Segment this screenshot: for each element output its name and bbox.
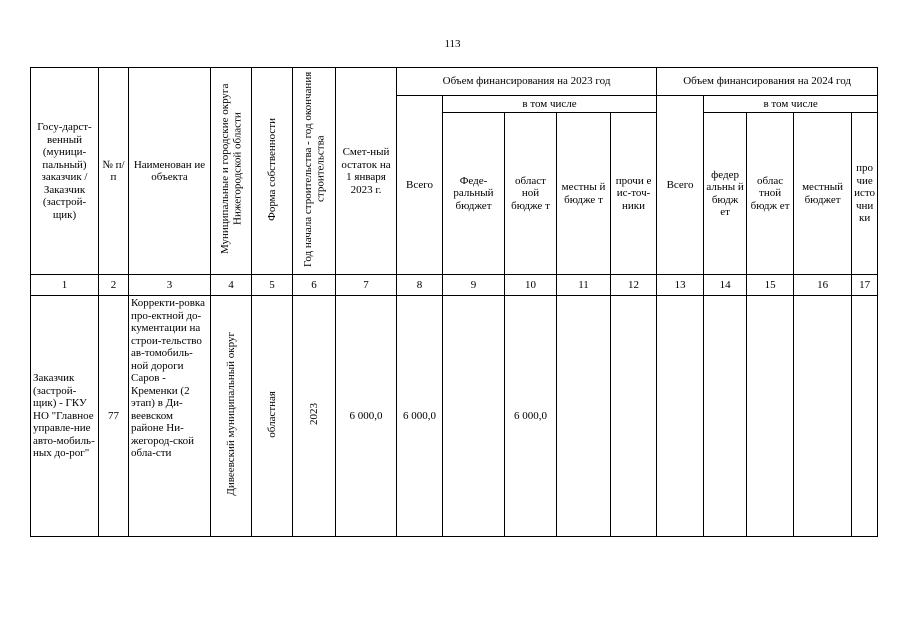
cell-customer: Заказчик (застрой-щик) - ГКУ НО "Главное управле-ние авто-мобиль-ных до-рог"	[31, 296, 99, 537]
header-municipality-text: Муниципальные и городские округа Нижегородской области	[218, 84, 243, 255]
header-regional-2023: област ной бюдже т	[505, 113, 557, 275]
header-including-2024: в том числе	[704, 96, 878, 113]
cell-federal-2024	[704, 296, 747, 537]
column-number: 11	[557, 275, 611, 296]
header-federal-2024: федер альны й бюдж ет	[704, 113, 747, 275]
header-other-2023: прочи е ис-точ-ники	[611, 113, 657, 275]
page-number: 113	[444, 38, 461, 50]
header-customer: Госу-дарст-венный (муници-пальный) заказчик / Заказчик (застрой-щик)	[31, 68, 99, 275]
cell-ownership-text: областная	[265, 390, 278, 438]
cell-local-2024	[794, 296, 852, 537]
cell-years-text: 2023	[307, 403, 320, 426]
column-number: 17	[852, 275, 878, 296]
column-number: 4	[211, 275, 252, 296]
cell-object-name: Корректи-ровка про-ектной до-кументации на строи-тельство ав-томобиль-ной дороги Саров - Кременки (2 этап) в Ди-веевском районе Ни-жегород-ской обла-сти	[129, 296, 211, 537]
column-number: 10	[505, 275, 557, 296]
column-number: 5	[252, 275, 293, 296]
header-total-2024: Всего	[657, 96, 704, 275]
cell-number: 77	[99, 296, 129, 537]
header-remainder: Смет-ный остаток на 1 января 2023 г.	[336, 68, 397, 275]
column-number: 9	[443, 275, 505, 296]
column-number: 14	[704, 275, 747, 296]
column-number: 15	[747, 275, 794, 296]
financing-table	[30, 67, 878, 537]
header-local-2024: местный бюджет	[794, 113, 852, 275]
cell-municipality	[211, 296, 252, 537]
column-number: 3	[129, 275, 211, 296]
column-number-row	[31, 275, 878, 296]
cell-regional-2024	[747, 296, 794, 537]
cell-years	[293, 296, 336, 537]
header-local-2023: местны й бюдже т	[557, 113, 611, 275]
header-regional-2024: облас тной бюдж ет	[747, 113, 794, 275]
column-number: 16	[794, 275, 852, 296]
header-federal-2023: Феде-ральный бюджет	[443, 113, 505, 275]
header-including-2023: в том числе	[443, 96, 657, 113]
column-number: 1	[31, 275, 99, 296]
header-funding-2024: Объем финансирования на 2024 год	[657, 68, 878, 96]
cell-federal-2023	[443, 296, 505, 537]
column-number: 2	[99, 275, 129, 296]
header-ownership	[252, 68, 293, 275]
header-municipality	[211, 68, 252, 275]
cell-other-2023	[611, 296, 657, 537]
cell-remainder: 6 000,0	[336, 296, 397, 537]
cell-ownership	[252, 296, 293, 537]
cell-other-2024	[852, 296, 878, 537]
cell-municipality-text: Дивеевский муниципальный округ	[224, 332, 237, 497]
header-object-name: Наименован ие объекта	[129, 68, 211, 275]
cell-local-2023	[557, 296, 611, 537]
column-number: 12	[611, 275, 657, 296]
column-number: 13	[657, 275, 704, 296]
table-row	[31, 296, 878, 537]
cell-regional-2023: 6 000,0	[505, 296, 557, 537]
header-total-2023: Всего	[397, 96, 443, 275]
header-ownership-text: Форма собственности	[265, 117, 278, 221]
column-number: 8	[397, 275, 443, 296]
header-other-2024: прочиеисточники	[852, 113, 878, 275]
header-years	[293, 68, 336, 275]
header-number: № п/п	[99, 68, 129, 275]
header-funding-2023: Объем финансирования на 2023 год	[397, 68, 657, 96]
cell-total-2023: 6 000,0	[397, 296, 443, 537]
column-number: 6	[293, 275, 336, 296]
column-number: 7	[336, 275, 397, 296]
cell-total-2024	[657, 296, 704, 537]
header-years-text: Год начала строительства - год окончания строительства	[301, 71, 326, 267]
